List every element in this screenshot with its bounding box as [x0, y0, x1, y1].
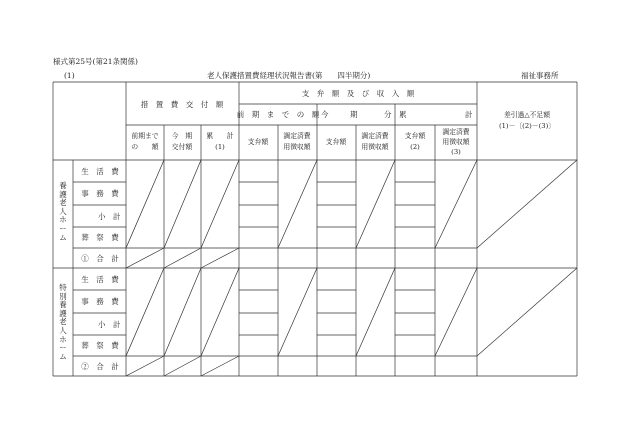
- row-label-shokei-2: 小 計: [98, 320, 121, 329]
- office-label: 福祉事務所: [521, 71, 559, 80]
- row-label-seikatsu-1: 生 活 費: [81, 167, 119, 176]
- sub-chousei-c-3: (3): [451, 148, 461, 156]
- header-konki-2: 期: [350, 110, 358, 119]
- row-label-jimu-1: 事 務 費: [81, 189, 119, 198]
- sub-konki-1: 今 期: [171, 132, 193, 140]
- sub-chousei-c-1: 調定済費: [442, 128, 470, 136]
- header-konki-3: 分: [384, 110, 392, 119]
- sub-ruikei-1: 累 計: [206, 132, 234, 140]
- sub-shibengaku-c-1: 支弁額: [404, 132, 426, 140]
- row-label-sousai-2: 葬 祭 費: [81, 341, 119, 350]
- row-label-goukei-2: ② 合 計: [81, 362, 119, 371]
- row-label-seikatsu-2: 生 活 費: [81, 275, 119, 284]
- sashihiki-2: (1)－〔(2)－(3)〕: [498, 122, 556, 130]
- header-konki-1: 今: [321, 110, 329, 119]
- report-title: 老人保護措置費経理状況報告書(第 四半期分): [207, 71, 371, 80]
- header-zenki: 前 期 ま で の 額: [236, 110, 320, 119]
- sub-shibengaku-c-2: (2): [410, 143, 420, 151]
- sub-shibengaku-a: 支弁額: [247, 138, 269, 146]
- row-label-jimu-2: 事 務 費: [81, 297, 119, 306]
- header-ruikei-1: 累: [399, 110, 407, 119]
- section-label-yougo: 養護老人ホーム: [59, 181, 67, 242]
- sub-zenki-1: 前期まで: [131, 132, 159, 140]
- header-ruikei-2: 計: [465, 110, 473, 119]
- sub-konki-2: 交付額: [171, 143, 193, 151]
- sub-chousei-b-2: 用徴収額: [361, 143, 389, 151]
- sashihiki-1: 差引過△不足額: [503, 111, 551, 119]
- sheet-number: (1): [64, 71, 75, 80]
- sub-chousei-b-1: 調定済費: [361, 132, 389, 140]
- section-label-tokubetsu: 特別養護老人ホーム: [59, 283, 67, 361]
- sub-chousei-a-2: 用徴収額: [283, 143, 311, 151]
- sub-shibengaku-b: 支弁額: [325, 138, 347, 146]
- sub-chousei-a-1: 調定済費: [283, 132, 311, 140]
- header-sochi: 措 置 費 交 付 額: [140, 100, 224, 109]
- sub-zenki-2: の 額: [131, 143, 159, 151]
- row-label-sousai-1: 葬 祭 費: [81, 233, 119, 242]
- sub-ruikei-2: (1): [215, 143, 225, 151]
- header-shiben: 支 弁 額 及 び 収 入 額: [301, 89, 415, 98]
- row-label-shokei-1: 小 計: [98, 212, 121, 221]
- sub-chousei-c-2: 用徴収額: [442, 138, 470, 146]
- row-label-goukei-1: ① 合 計: [81, 254, 119, 263]
- form-number: 様式第25号(第21条関係): [53, 57, 138, 66]
